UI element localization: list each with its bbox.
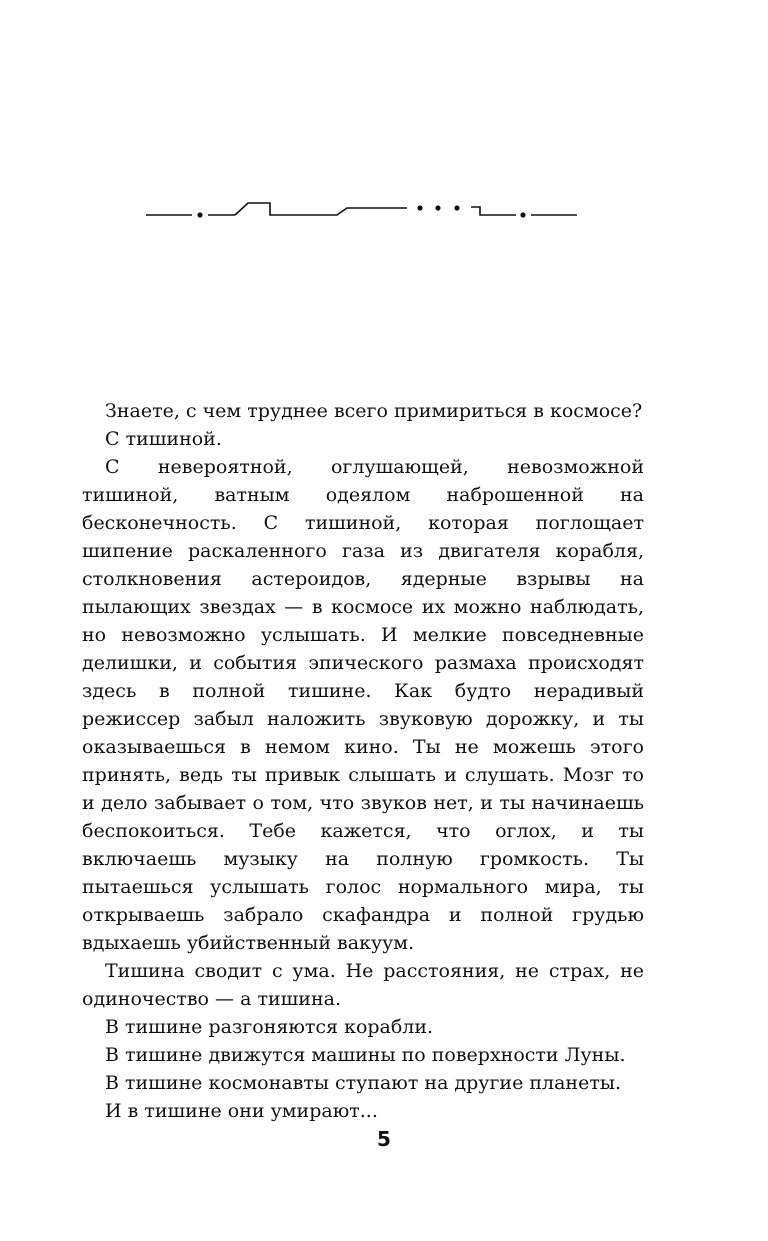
paragraph: В тишине разгоняются корабли. — [105, 1016, 434, 1038]
chapter-text — [82, 397, 644, 1125]
paragraph: Знаете, с чем труднее всего примириться в космосе? — [105, 400, 643, 422]
paragraph: С тишиной. — [105, 428, 222, 450]
paragraph: В тишине движутся машины по поверхности Луны. — [105, 1044, 626, 1066]
paragraph: И в тишине они умирают... — [105, 1100, 378, 1122]
chapter-ornament-icon — [140, 195, 585, 225]
page-number: 5 — [377, 1127, 391, 1151]
paragraph: Тишина сводит с ума. Не расстояния, не страх, не одиночество — а тишина. — [82, 960, 644, 1010]
paragraph: С невероятной, оглушающей, невозможной тишиной, ватным одеялом наброшенной на бесконечность. С тишиной, которая поглощает шипение раскаленного газа из двигателя корабля, столкновения астероидов, ядерные взрывы на пылающих звездах — в космосе их можно наблюдать, но невозможно услышать. И мелкие повседневные делишки, и события эпического размаха происходят здесь в полной тишине. Как будто нерадивый режиссер забыл наложить звуковую дорожку, и ты оказываешься в немом кино. Ты не можешь этого принять, ведь ты привык слышать и слушать. Мозг то и дело забывает о том, что звуков нет, и ты начинаешь беспокоиться. Тебе кажется, что оглох, и ты включаешь музыку на полную громкость. Ты пытаешься услышать голос нормального мира, ты открываешь забрало скафандра и полной грудью вдыхаешь убийственный вакуум. — [82, 456, 644, 954]
paragraph: В тишине космонавты ступают на другие планеты. — [105, 1072, 622, 1094]
